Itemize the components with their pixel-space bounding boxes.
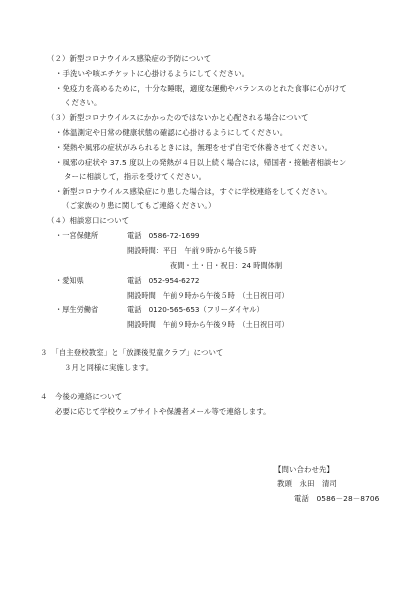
suspected-bullet: ・新型コロナウイルス感染症にり患した場合は，すぐに学校連絡をしてください。 — [55, 187, 332, 196]
section-4-heading: ４ 今後の連絡について — [40, 392, 123, 401]
contact-name: ・厚生労働省 — [55, 305, 99, 314]
section-4-body: 必要に応じて学校ウェブサイトや保護者メール等で連絡します。 — [55, 407, 271, 416]
section-3-body: ３月と同様に実施します。 — [64, 363, 154, 372]
suspected-bullet: ・体温測定や日常の健康状態の確認に心掛けるようにしてください。 — [55, 128, 288, 137]
contact-phone: 電話 052-954-6272 — [127, 276, 200, 285]
suspected-bullet-cont: ターに相談して，指示を受けてください。 — [64, 172, 207, 181]
contact-hours: 開設時間 午前９時から午後９時 （土日祝日可） — [127, 320, 289, 329]
inquiry-title: 【問い合わせ先】 — [274, 465, 334, 474]
contact-hours-night: 夜間・土・日・祝日：24 時間体制 — [170, 261, 283, 270]
inquiry-person: 教頭 永田 清司 — [277, 479, 337, 488]
section-suspected-heading: （３）新型コロナウイルスにかかったのではないかと心配される場合について — [47, 113, 309, 122]
contact-phone: 電話 0120-565-653（フリーダイヤル） — [127, 305, 264, 314]
prevention-bullet-cont: ください。 — [64, 98, 102, 107]
section-consult-heading: （４）相談窓口について — [47, 216, 130, 225]
contact-hours: 開設時間：平日 午前９時から午後５時 — [127, 246, 257, 255]
prevention-bullet: ・免疫力を高めるために，十分な睡眠，適度な運動やバランスのとれた食事に心がけて — [55, 84, 347, 93]
inquiry-phone: 電話 0586－28－8706 — [294, 494, 380, 503]
suspected-bullet: ・発熱や風邪の症状がみられるときには，無理をせず自宅で休養させてください。 — [55, 143, 333, 152]
suspected-bullet: ・風邪の症状や 37.5 度以上の発熱が４日以上続く場合には，帰国者・接触者相談セン — [55, 158, 347, 167]
section-3-heading: ３ 「自主登校教室」と「放課後児童クラブ」について — [40, 348, 224, 357]
contact-phone: 電話 0586-72-1699 — [127, 231, 200, 240]
section-prevention-heading: （２）新型コロナウイルス感染症の予防について — [47, 54, 212, 63]
prevention-bullet: ・手洗いや咳エチケットに心掛けるようにしてください。 — [55, 69, 250, 78]
suspected-bullet-note: （ご家族のり患に関してもご連絡ください。） — [62, 201, 216, 210]
contact-hours: 開設時間 午前９時から午後５時 （土日祝日可） — [127, 291, 289, 300]
contact-name: ・一宮保健所 — [55, 231, 99, 240]
contact-name: ・愛知県 — [55, 276, 84, 285]
